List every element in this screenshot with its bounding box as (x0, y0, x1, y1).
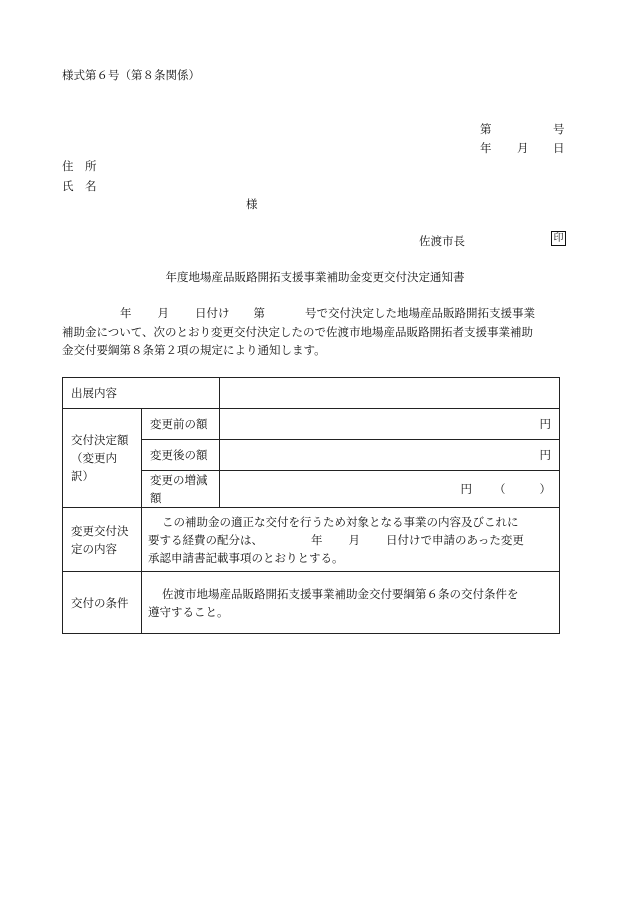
body-number-prefix: 第 (253, 306, 265, 320)
change-content-label (63, 508, 142, 572)
diff-amount-value (220, 471, 560, 508)
body-month: 月 (157, 306, 169, 320)
conditions-text (142, 572, 560, 634)
seal-mark: 印 (551, 231, 566, 246)
date-year: 年 (480, 141, 492, 155)
change-content-label-text: 変更交付決定の内容 (71, 523, 129, 556)
after-amount-value (220, 440, 560, 471)
honorific: 様 (246, 197, 258, 211)
address-label: 住 所 (62, 159, 97, 173)
paren-open: （ (494, 482, 506, 496)
change-content-text (142, 508, 560, 572)
notice-body (62, 304, 560, 360)
document-number-prefix: 第 (480, 122, 492, 136)
body-line-2: 補助金について、次のとおり変更交付決定したので佐渡市地場産品販路開拓者支援事業補助 (62, 324, 534, 339)
conditions-label: 交付の条件 (63, 572, 142, 634)
issuer-title: 佐渡市長 (419, 234, 465, 248)
exhibit-value (220, 378, 560, 409)
body-line-3: 金交付要綱第８条第２項の規定により通知します。 (62, 343, 326, 357)
name-label: 氏 名 (62, 179, 97, 193)
after-amount-label: 変更後の額 (142, 440, 220, 471)
change-text-2a: 要する経費の配分は、 (148, 532, 263, 547)
change-text-year: 年 (311, 532, 323, 547)
table-row (63, 508, 560, 572)
yen-unit: 円 (539, 448, 551, 462)
grant-amount-label-line1: 交付決定額 (71, 433, 129, 447)
change-text-line1: この補助金の適正な交付を行うため対象となる事業の内容及びこれに (162, 514, 519, 529)
body-line-1-text: 号で交付決定した地場産品販路開拓支援事業 (305, 306, 535, 320)
before-amount-label: 変更前の額 (142, 409, 220, 440)
date-day: 日 (553, 141, 565, 155)
grant-amount-label-line2: （変更内訳） (71, 451, 117, 483)
yen-unit: 円 (539, 417, 551, 431)
form-number: 様式第６号（第８条関係） (62, 68, 200, 82)
before-amount-value (220, 409, 560, 440)
conditions-text-line2: 遵守すること。 (148, 604, 229, 619)
diff-amount-label: 変更の増減額 (142, 471, 220, 508)
change-text-line3: 承認申請書記載事項のとおりとする。 (148, 550, 344, 565)
conditions-text-line1: 佐渡市地場産品販路開拓支援事業補助金交付要綱第６条の交付条件を (162, 586, 519, 601)
yen-unit: 円 (460, 482, 472, 496)
document-title: 年度地場産品販路開拓支援事業補助金変更交付決定通知書 (165, 270, 465, 284)
change-text-month: 月 (348, 532, 360, 547)
table-row (63, 572, 560, 634)
body-date-suffix: 日付け (195, 306, 230, 320)
body-year: 年 (120, 306, 132, 320)
change-text-line2 (148, 531, 553, 549)
table-row (63, 378, 560, 409)
document-number-suffix: 号 (553, 122, 565, 136)
grant-amount-label (63, 409, 142, 508)
exhibit-label: 出展内容 (63, 378, 220, 409)
table-row (63, 409, 560, 440)
date-month: 月 (517, 141, 529, 155)
change-text-2d: 日付けで申請のあった変更 (386, 532, 524, 547)
paren-close: ） (539, 482, 551, 496)
change-notice-table (62, 377, 560, 634)
body-line-1 (62, 304, 560, 323)
